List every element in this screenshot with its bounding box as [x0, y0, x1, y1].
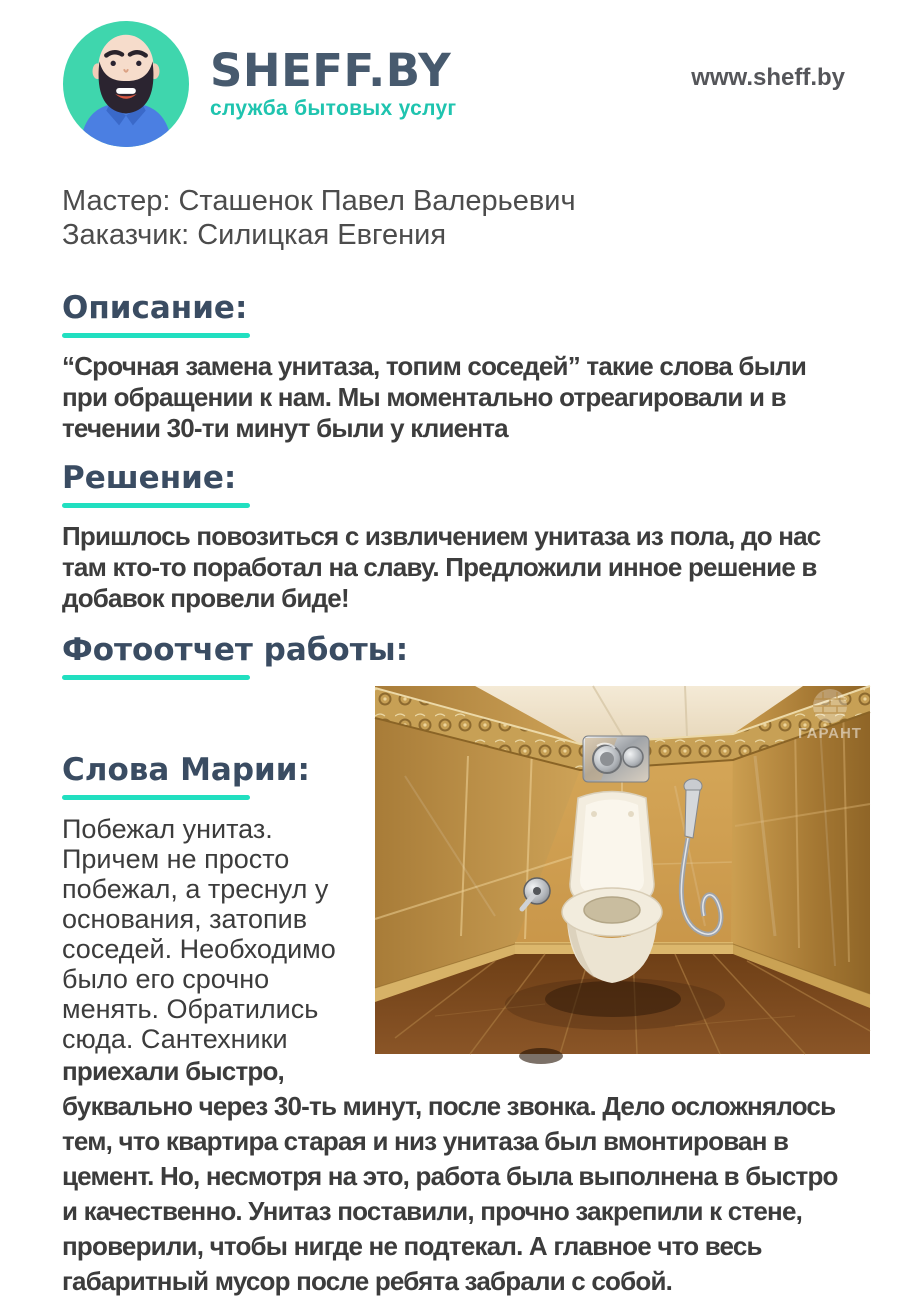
website-link[interactable]: www.sheff.by — [691, 64, 845, 91]
solution-body: Пришлось повозиться с извличением унитаза из пола, до нас там кто-то поработал на славу. Предложили инное решение в добавок провели биде! — [62, 521, 821, 613]
order-info — [62, 184, 845, 252]
description-title: Описание: — [62, 290, 248, 326]
testimonial-body-start: Побежал унитаз. Причем не просто побежал, а треснул у основания, затопив соседей. Необходимо было его срочно менять. Обратились сюда. Сантехники — [62, 814, 336, 1054]
master-line: Мастер: Сташенок Павел Валерьевич — [62, 185, 576, 217]
client-line: Заказчик: Силицкая Евгения — [62, 219, 447, 251]
brand-block — [210, 44, 457, 121]
flush-plate — [583, 736, 649, 782]
header — [62, 20, 845, 148]
title-underline — [62, 333, 250, 338]
watermark-label: ГАРАНТ — [798, 725, 862, 742]
bathroom-scene — [375, 686, 870, 1064]
wall-hung-toilet — [562, 792, 662, 984]
title-underline — [62, 795, 250, 800]
brand-tagline: служба бытовых услуг — [210, 97, 457, 120]
title-underline — [62, 675, 250, 680]
brand-avatar-icon — [62, 20, 190, 148]
solution-title: Решение: — [62, 460, 237, 496]
section-solution — [62, 460, 845, 614]
testimonial-body-end: приехали быстро, буквально через 30-ть минут, после звонка. Дело осложнялось тем, что квартира старая и низ унитаза был вмонтирован в цемент. Но, несмотря на это, работа была выполнена в быстро и качественно. Унитаз поставили, прочно закрепили к стене, проверили, чтобы нигде не подтекал. А главное что весь габаритный мусор после ребята забрали с собой. — [62, 1056, 838, 1296]
work-photo — [375, 686, 870, 1054]
brand-name: SHEFF.BY — [210, 44, 452, 97]
section-photo-report — [62, 632, 845, 680]
photo-report-title: Фотоотчет работы: — [62, 632, 409, 668]
title-underline — [62, 503, 250, 508]
testimonial-title: Слова Марии: — [62, 752, 310, 788]
description-body: “Срочная замена унитаза, топим соседей” такие слова были при обращении к нам. Мы моментально отреагировали и в течении 30-ти минут были у клиента — [62, 351, 806, 443]
section-description — [62, 290, 845, 444]
